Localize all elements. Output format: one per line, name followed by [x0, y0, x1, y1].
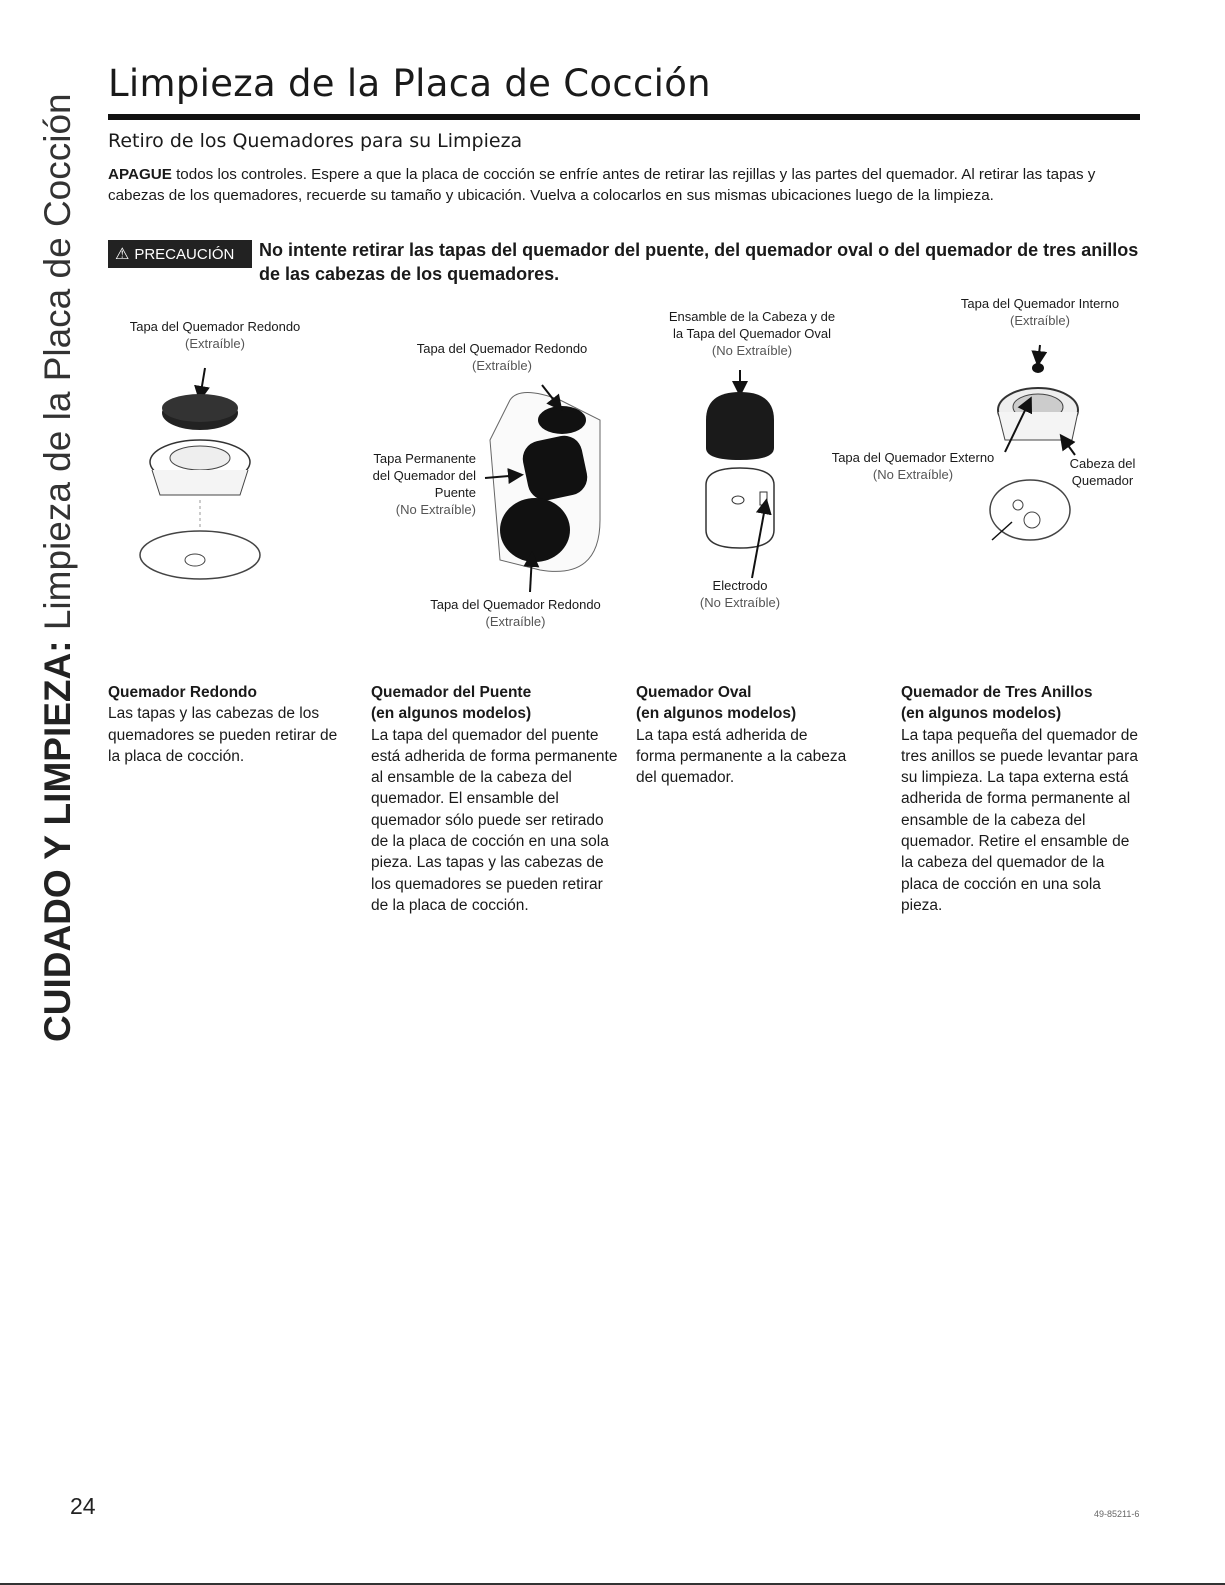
label-burner-head-l2: Quemador: [1071, 473, 1134, 488]
label-oval-assembly-l1: Ensamble de la Cabeza y de: [668, 309, 836, 324]
bridge-burner-illustration: [485, 385, 600, 592]
label-inner-cap-sub: (Extraíble): [1010, 313, 1070, 328]
column-heading: Quemador de Tres Anillos: [901, 684, 1093, 701]
label-bridge-permanent: [330, 450, 476, 518]
label-electrode-sub: (No Extraíble): [699, 595, 781, 610]
column-oval-burner: [636, 682, 851, 788]
label-bridge-top-cap-line: Tapa del Quemador Redondo: [416, 341, 588, 356]
column-heading: Quemador Redondo: [108, 684, 257, 701]
label-round-cap-line: Tapa del Quemador Redondo: [129, 319, 301, 334]
intro-lead: APAGUE: [108, 166, 172, 183]
label-bridge-permanent-sub: (No Extraíble): [395, 502, 476, 517]
page-title: Limpieza de la Placa de Cocción: [108, 62, 711, 105]
side-tab-bold: CUIDADO Y LIMPIEZA:: [37, 640, 78, 1042]
column-subheading: (en algunos modelos): [371, 705, 532, 723]
label-inner-cap: [930, 295, 1150, 329]
page-number: 24: [70, 1493, 96, 1519]
column-three-ring-burner: [901, 682, 1141, 916]
label-bridge-bottom-cap-sub: (Extraíble): [485, 614, 546, 629]
caution-text: No intente retirar las tapas del quemador del puente, del quemador oval o del quemador de tres anillos de las cabezas de los quemadores.: [259, 240, 1139, 284]
label-burner-head-l1: Cabeza del: [1069, 456, 1136, 471]
column-body: La tapa del quemador del puente está adherida de forma permanente al ensamble de la cabeza del quemador. El ensamble del quemador sólo puede ser retirado de la placa de cocción en una sola pieza. Las tapas y las cabezas de los quemadores se pueden retirar de la placa de cocción.: [371, 726, 618, 914]
label-bridge-bottom-cap-line: Tapa del Quemador Redondo: [430, 597, 601, 612]
doc-number: 49-85211-6: [1094, 1509, 1140, 1519]
caution-badge-label: PRECAUCIÓN: [134, 245, 235, 263]
three-ring-burner-illustration: [990, 345, 1078, 540]
label-electrode: [680, 577, 800, 611]
column-subheading: (en algunos modelos): [901, 705, 1062, 723]
oval-burner-illustration: [706, 370, 774, 578]
label-outer-cap-sub: (No Extraíble): [872, 467, 954, 482]
label-bridge-permanent-l1: Tapa Permanente: [373, 451, 476, 466]
section-heading: Retiro de los Quemadores para su Limpieza: [108, 130, 523, 152]
column-bridge-burner: [371, 682, 621, 916]
column-heading: Quemador del Puente: [371, 684, 532, 701]
column-heading: Quemador Oval: [636, 684, 752, 701]
label-bridge-permanent-l3: Puente: [434, 485, 476, 500]
label-oval-assembly: [642, 308, 862, 359]
label-burner-head: [1055, 455, 1150, 489]
intro-text: todos los controles. Espere a que la placa de cocción se enfríe antes de retirar las rejillas y las partes del quemador. Al retirar las tapas y cabezas de los quemadores, recuerde su tamaño y ubicación. Vuelva a colocarlos en sus mismas ubicaciones luego de la limpieza.: [108, 166, 1096, 204]
label-outer-cap-line: Tapa del Quemador Externo: [831, 450, 995, 465]
label-bridge-top-cap-sub: (Extraíble): [472, 358, 532, 373]
column-body: La tapa está adherida de forma permanente a la cabeza del quemador.: [636, 726, 847, 787]
label-bridge-permanent-l2: del Quemador del: [372, 468, 476, 483]
label-inner-cap-line: Tapa del Quemador Interno: [960, 296, 1120, 311]
column-subheading: (en algunos modelos): [636, 705, 797, 723]
label-bridge-top-cap: [392, 340, 612, 374]
label-bridge-bottom-cap: [403, 596, 628, 630]
label-outer-cap: [808, 449, 1018, 483]
side-tab-light: Limpieza de la Placa de Cocción: [37, 93, 78, 641]
column-round-burner: [108, 682, 353, 767]
column-body: La tapa pequeña del quemador de tres anillos se puede levantar para su limpieza. La tapa externa está adherida de forma permanente al ensamble de la cabeza del quemador. Retire el ensamble de la cabeza del quemador de la placa de cocción en una sola pieza.: [901, 726, 1139, 914]
label-round-cap-sub: (Extraíble): [185, 336, 245, 351]
warning-icon: ⚠: [115, 246, 130, 263]
label-oval-assembly-sub: (No Extraíble): [711, 343, 793, 358]
label-round-cap: [110, 318, 320, 352]
label-electrode-line: Electrodo: [712, 578, 768, 593]
column-body: Las tapas y las cabezas de los quemadores se pueden retirar de la placa de cocción.: [108, 705, 338, 765]
round-burner-illustration: [140, 368, 260, 579]
label-oval-assembly-l2: la Tapa del Quemador Oval: [672, 326, 832, 341]
